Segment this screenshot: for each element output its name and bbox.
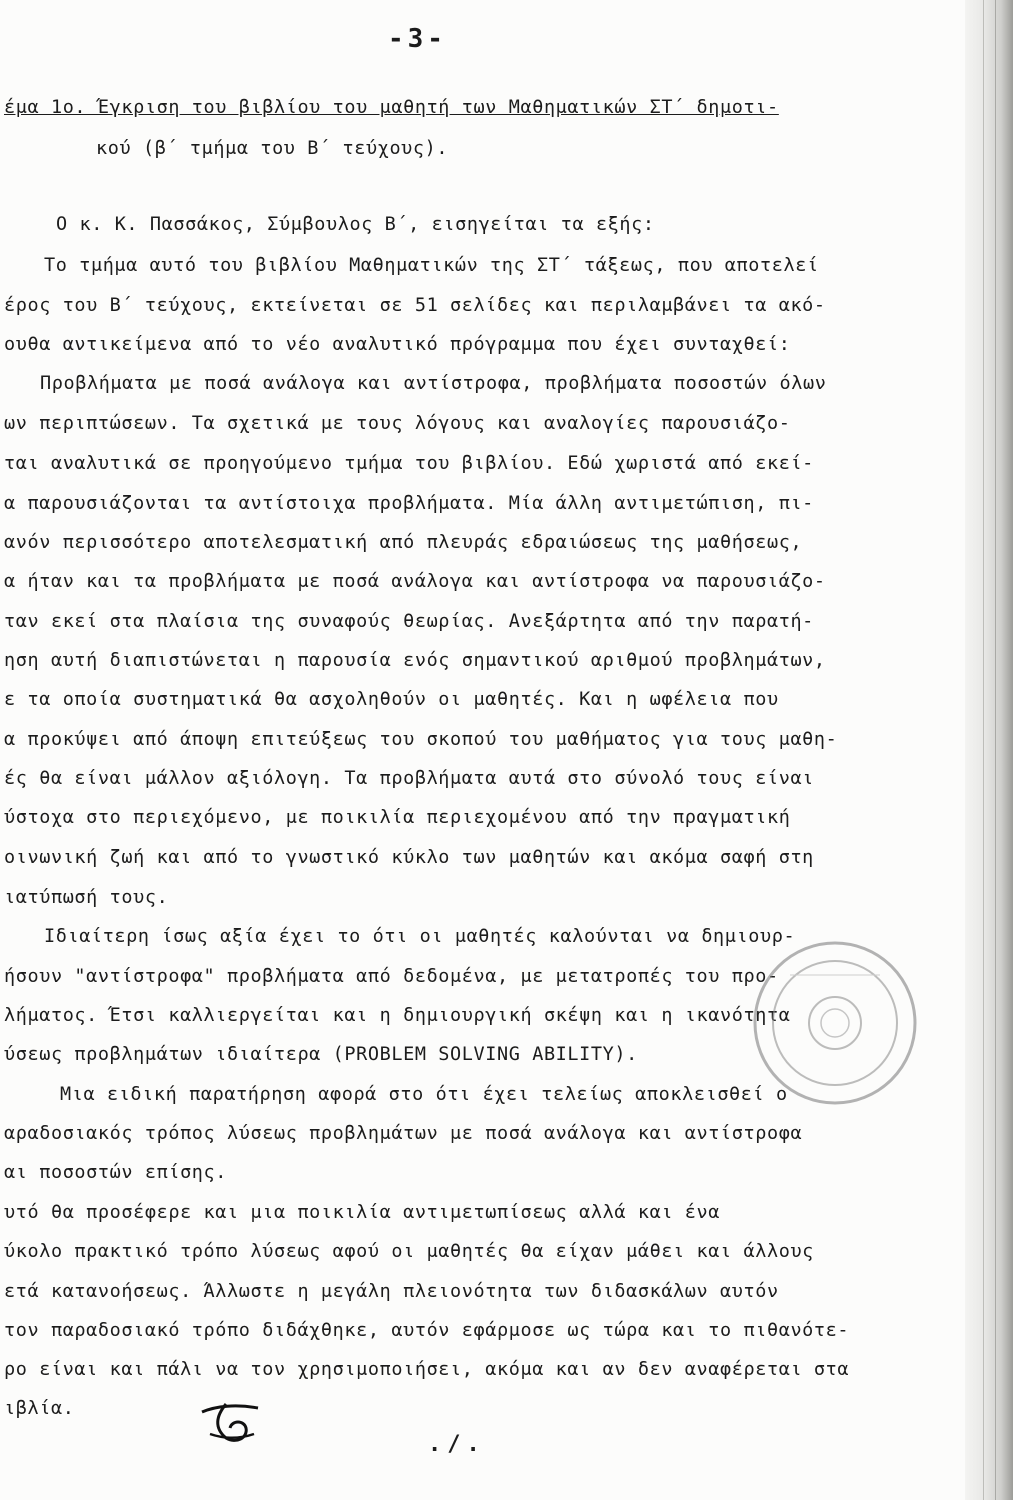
body-line: ήσουν "αντίστροφα" προβλήματα από δεδομένα, με μετατροπές του προ- [4, 966, 779, 987]
page-continuation-mark: ./. [428, 1432, 486, 1457]
body-line: ανόν περισσότερο αποτελεσματική από πλευράς εδραιώσεως της μαθήσεως, [4, 532, 803, 553]
body-line: ουθα αντικείμενα από το νέο αναλυτικό πρόγραμμα που έχει συνταχθεί: [4, 334, 791, 355]
body-line: ύστοχα στο περιεχόμενο, με ποικιλία περιεχομένου από την πραγματική [4, 807, 791, 828]
body-line: ιβλία. [4, 1398, 75, 1419]
signature-icon [196, 1398, 266, 1446]
body-line: υτό θα προσέφερε και μια ποικιλία αντιμετωπίσεως αλλά και ένα [4, 1202, 721, 1223]
body-line: Μια ειδική παρατήρηση αφορά στο ότι έχει τελείως αποκλεισθεί ο [60, 1084, 788, 1105]
body-line: ετά κατανοήσεως. Άλλωστε η μεγάλη πλειονότητα των διδασκάλων αυτόν [4, 1281, 779, 1302]
official-stamp-icon [730, 935, 940, 1110]
body-line: ές θα είναι μάλλον αξιόλογη. Τα προβλήματα αυτά στο σύνολό τους είναι [4, 768, 814, 789]
body-line: ιατύπωσή τους. [4, 887, 169, 908]
heading-line-1: έμα 1ο. Έγκριση του βιβλίου του μαθητή των Μαθηματικών ΣΤ΄ δημοτι- [4, 97, 779, 118]
body-line: α ήταν και τα προβλήματα με ποσά ανάλογα και αντίστροφα να παρουσιάζο- [4, 571, 826, 592]
body-line: α παρουσιάζονται τα αντίστοιχα προβλήματα. Μία άλλη αντιμετώπιση, πι- [4, 493, 814, 514]
page-number: -3- [388, 24, 447, 54]
body-line: αι ποσοστών επίσης. [4, 1162, 228, 1183]
body-line: οινωνική ζωή και από το γνωστικό κύκλο των μαθητών και ακόμα σαφή στη [4, 847, 814, 868]
body-line: έρος του Β΄ τεύχους, εκτείνεται σε 51 σελίδες και περιλαμβάνει τα ακό- [4, 295, 826, 316]
agenda-item-heading [4, 96, 779, 120]
body-line: ταν εκεί στα πλαίσια της συναφούς θεωρίας. Ανεξάρτητα από την παρατή- [4, 611, 814, 632]
body-line: αραδοσιακός τρόπος λύσεως προβλημάτων με ποσά ανάλογα και αντίστροφα [4, 1123, 803, 1144]
body-line: Ο κ. Κ. Πασσάκος, Σύμβουλος Β΄, εισηγείται τα εξής: [56, 214, 655, 235]
body-line: τον παραδοσιακό τρόπο διδάχθηκε, αυτόν εφάρμοσε ως τώρα και το πιθανότε- [4, 1320, 850, 1341]
body-line: ται αναλυτικά σε προηγούμενο τμήμα του βιβλίου. Εδώ χωριστά από εκεί- [4, 453, 814, 474]
heading-line-2: κού (β΄ τμήμα του Β΄ τεύχους). [96, 138, 449, 159]
body-line: ύκολο πρακτικό τρόπο λύσεως αφού οι μαθητές θα είχαν μάθει και άλλους [4, 1241, 814, 1262]
body-line: ε τα οποία συστηματικά θα ασχοληθούν οι μαθητές. Και η ωφέλεια που [4, 689, 779, 710]
body-line: ηση αυτή διαπιστώνεται η παρουσία ενός σημαντικού αριθμού προβλημάτων, [4, 650, 826, 671]
body-line: Το τμήμα αυτό του βιβλίου Μαθηματικών της ΣΤ΄ τάξεως, που αποτελεί [44, 255, 819, 276]
page-binding-edge [965, 0, 1013, 1500]
body-line: Προβλήματα με ποσά ανάλογα και αντίστροφα, προβλήματα ποσοστών όλων [40, 373, 827, 394]
body-line: ρο είναι και πάλι να τον χρησιμοποιήσει, ακόμα και αν δεν αναφέρεται στα [4, 1359, 850, 1380]
body-line: α προκύψει από άποψη επιτεύξεως του σκοπού του μαθήματος για τους μαθη- [4, 729, 838, 750]
body-line: ων περιπτώσεων. Τα σχετικά με τους λόγους και αναλογίες παρουσιάζο- [4, 413, 791, 434]
body-line: ύσεως προβλημάτων ιδιαίτερα (PROBLEM SOLVING ABILITY). [4, 1044, 638, 1065]
body-line: λήματος. Έτσι καλλιεργείται και η δημιουργική σκέψη και η ικανότητα [4, 1005, 791, 1026]
body-line: Ιδιαίτερη ίσως αξία έχει το ότι οι μαθητές καλούνται να δημιουρ- [44, 926, 796, 947]
